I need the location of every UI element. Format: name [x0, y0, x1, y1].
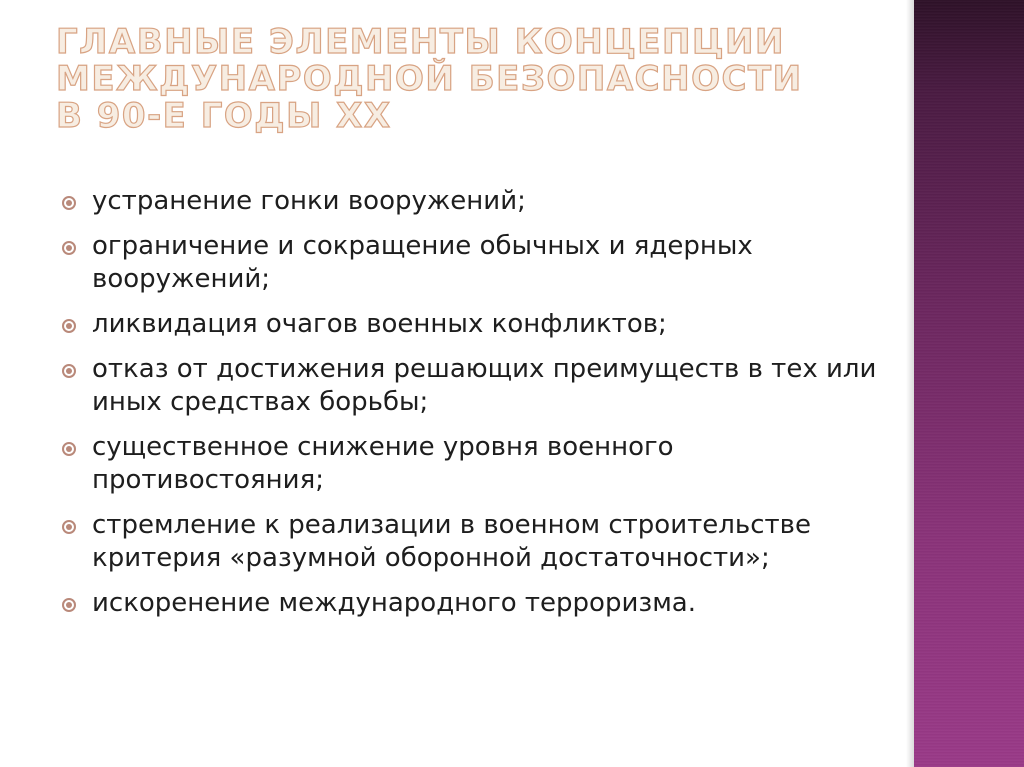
- bullet-item-2: [60, 230, 880, 296]
- bullet-text: устранение гонки вооружений;: [92, 186, 526, 216]
- circle-dot-icon: [62, 241, 76, 255]
- decorative-side-band: [914, 0, 1024, 767]
- bullet-text: искоренение международного терроризма.: [92, 588, 697, 618]
- circle-dot-icon: [62, 520, 76, 534]
- bullet-text: ограничение и сокращение обычных и ядерных вооружений;: [92, 231, 753, 294]
- circle-dot-icon: [62, 196, 76, 210]
- bullet-item-1: [60, 185, 880, 218]
- circle-dot-icon: [62, 364, 76, 378]
- bullet-text: ликвидация очагов военных конфликтов;: [92, 309, 667, 339]
- slide-title: [56, 24, 876, 135]
- bullet-list: [60, 185, 880, 632]
- title-line-1: ГЛАВНЫЕ ЭЛЕМЕНТЫ КОНЦЕПЦИИ: [56, 22, 785, 62]
- circle-dot-icon: [62, 319, 76, 333]
- bullet-text: стремление к реализации в военном строительстве критерия «разумной оборонной достаточности»;: [92, 510, 811, 573]
- title-line-3: В 90-Е ГОДЫ ХХ: [56, 96, 392, 136]
- bullet-item-5: [60, 431, 880, 497]
- bullet-item-6: [60, 509, 880, 575]
- bullet-text: существенное снижение уровня военного противостояния;: [92, 432, 674, 495]
- title-line-2: МЕЖДУНАРОДНОЙ БЕЗОПАСНОСТИ: [56, 59, 803, 99]
- circle-dot-icon: [62, 598, 76, 612]
- bullet-item-4: [60, 353, 880, 419]
- bullet-item-7: [60, 587, 880, 620]
- bullet-item-3: [60, 308, 880, 341]
- circle-dot-icon: [62, 442, 76, 456]
- bullet-text: отказ от достижения решающих преимуществ в тех или иных средствах борьбы;: [92, 354, 877, 417]
